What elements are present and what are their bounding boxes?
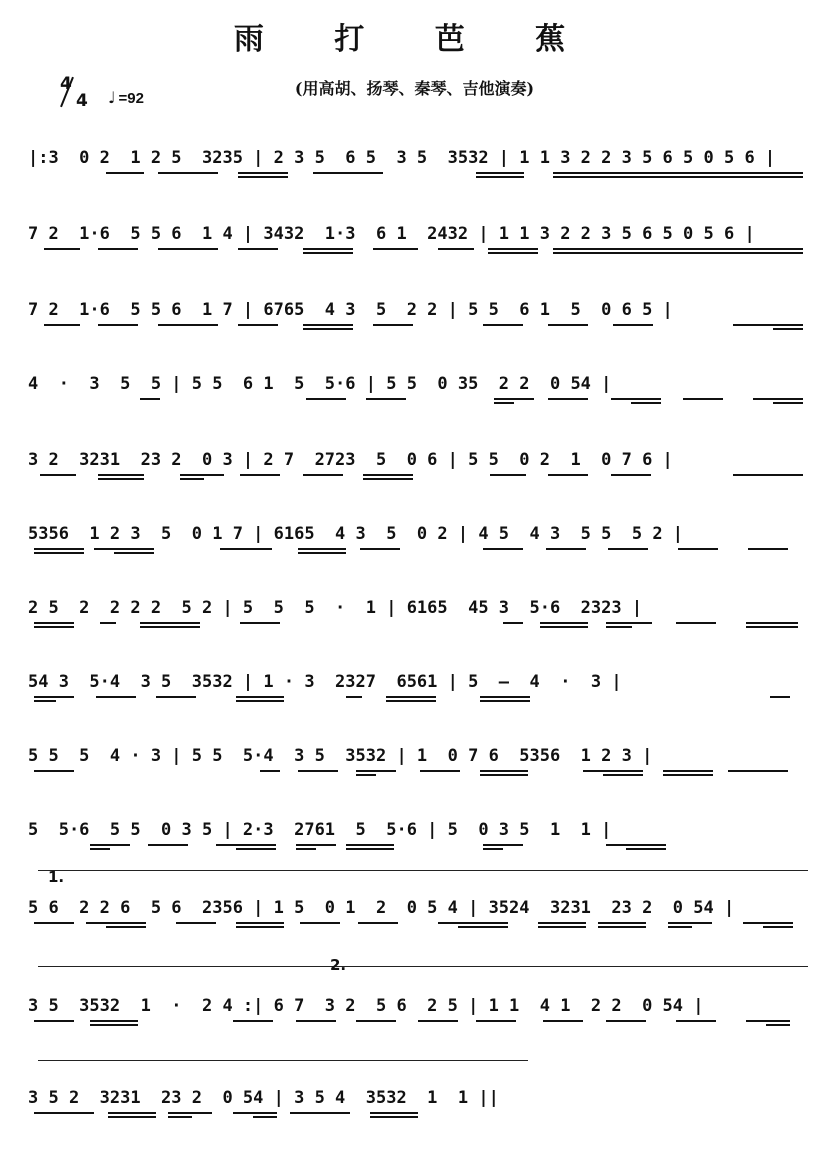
time-signature — [58, 74, 94, 114]
underline — [770, 696, 790, 698]
score-line-notes: 4 · 3 5 5 | 5 5 6 1 5 5·6 | 5 5 0 35 2 2 0 54 | — [28, 374, 612, 394]
underline — [488, 252, 538, 254]
underline — [663, 774, 713, 776]
score-line-notes: 5 5 5 4 · 3 | 5 5 5·4 3 5 3532 | 1 0 7 6 5356 1 2 3 | — [28, 746, 653, 766]
underline — [358, 922, 398, 924]
time-signature-numerator: 4 — [60, 74, 72, 94]
underline — [44, 248, 80, 250]
underline — [253, 1116, 277, 1118]
underline — [678, 548, 718, 550]
underline — [34, 626, 74, 628]
underline — [766, 1024, 790, 1026]
underline — [370, 1116, 418, 1118]
underline — [540, 622, 588, 624]
score-row — [28, 292, 808, 340]
underline — [626, 848, 666, 850]
underline — [538, 922, 586, 924]
underline — [180, 474, 224, 476]
underline — [303, 328, 353, 330]
underline — [494, 402, 514, 404]
underline — [298, 548, 346, 550]
underline — [90, 1020, 138, 1022]
underline — [303, 474, 343, 476]
underline — [233, 1112, 277, 1114]
score-line-notes: 3 2 3231 23 2 0 3 | 2 7 2723 5 0 6 | 5 5 0 2 1 0 7 6 | — [28, 450, 673, 470]
underline — [373, 324, 413, 326]
volta-2-line — [38, 966, 808, 967]
underline — [733, 324, 803, 326]
underline — [543, 1020, 583, 1022]
underline — [483, 844, 523, 846]
underline — [356, 770, 396, 772]
underline — [356, 774, 376, 776]
underline — [158, 248, 218, 250]
underline — [140, 398, 160, 400]
underline — [483, 548, 523, 550]
underline — [548, 324, 588, 326]
tempo-value: =92 — [118, 90, 144, 107]
quarter-note-icon: ♩ — [108, 88, 116, 107]
underline — [480, 770, 528, 772]
underline — [34, 552, 84, 554]
underline — [606, 622, 652, 624]
underline — [98, 478, 144, 480]
underline — [753, 398, 803, 400]
underline — [503, 622, 523, 624]
underline — [583, 770, 643, 772]
time-signature-denominator: 4 — [76, 91, 88, 111]
score-line-notes: 5 5·6 5 5 0 3 5 | 2·3 2761 5 5·6 | 5 0 3 5 1 1 | — [28, 820, 612, 840]
underline — [236, 926, 284, 928]
underline — [44, 324, 80, 326]
underline — [540, 626, 588, 628]
underline — [303, 324, 353, 326]
underline — [34, 696, 74, 698]
underline — [303, 248, 353, 250]
score-row — [28, 1080, 808, 1128]
underline — [238, 172, 288, 174]
underline — [488, 248, 538, 250]
underline — [613, 324, 653, 326]
underline — [158, 172, 218, 174]
underline — [370, 1112, 418, 1114]
underline — [140, 622, 200, 624]
underline — [668, 926, 692, 928]
underline — [290, 1112, 350, 1114]
underline — [260, 770, 280, 772]
underline — [34, 1020, 74, 1022]
underline — [611, 398, 661, 400]
underline — [114, 552, 154, 554]
underline — [480, 696, 530, 698]
underline — [158, 324, 218, 326]
underline — [298, 552, 346, 554]
underline — [606, 626, 632, 628]
underline — [386, 700, 436, 702]
underline — [476, 1020, 516, 1022]
underline — [360, 548, 400, 550]
underline — [168, 1112, 212, 1114]
underline — [240, 474, 280, 476]
underline — [748, 548, 788, 550]
underline — [746, 1020, 790, 1022]
tempo-marking — [108, 88, 144, 107]
underline — [480, 774, 528, 776]
underline — [538, 926, 586, 928]
underline — [40, 474, 76, 476]
underline — [548, 398, 588, 400]
score-line-notes: 7 2 1·6 5 5 6 1 4 | 3432 1·3 6 1 2432 | 1 1 3 2 2 3 5 6 5 0 5 6 | — [28, 224, 755, 244]
underline — [598, 922, 646, 924]
underline — [676, 1020, 716, 1022]
underline — [676, 622, 716, 624]
underline — [300, 922, 340, 924]
underline — [773, 328, 803, 330]
underline — [296, 844, 336, 846]
score-row — [28, 516, 808, 564]
score-row — [28, 812, 808, 860]
score-row — [28, 988, 808, 1036]
underline — [90, 844, 130, 846]
underline — [483, 848, 503, 850]
underline — [346, 844, 394, 846]
underline — [306, 398, 346, 400]
underline — [148, 844, 188, 846]
underline — [140, 626, 200, 628]
underline — [313, 172, 383, 174]
underline — [34, 922, 74, 924]
underline — [548, 474, 588, 476]
underline — [494, 398, 534, 400]
underline — [238, 176, 288, 178]
underline — [476, 172, 524, 174]
underline — [733, 474, 803, 476]
underline — [611, 474, 651, 476]
score-line-notes: 5 6 2 2 6 5 6 2356 | 1 5 0 1 2 0 5 4 | 3524 3231 23 2 0 54 | — [28, 898, 735, 918]
coda-bracket-line — [38, 1060, 528, 1061]
underline — [296, 1020, 336, 1022]
underline — [366, 398, 406, 400]
underline — [98, 324, 138, 326]
underline — [668, 922, 712, 924]
underline — [106, 926, 146, 928]
underline — [100, 622, 116, 624]
score-row — [28, 590, 808, 638]
volta-1-label: 1. — [48, 868, 65, 886]
underline — [98, 474, 144, 476]
underline — [418, 1020, 458, 1022]
volta-2-label: 2. — [330, 956, 347, 974]
underline — [480, 700, 530, 702]
underline — [96, 696, 136, 698]
underline — [346, 696, 362, 698]
underline — [236, 700, 284, 702]
underline — [606, 844, 666, 846]
underline — [773, 402, 803, 404]
score-row — [28, 216, 808, 264]
underline — [363, 474, 413, 476]
underline — [606, 1020, 646, 1022]
volta-1-line — [38, 870, 808, 871]
underline — [108, 1112, 156, 1114]
underline — [236, 922, 284, 924]
underline — [553, 252, 803, 254]
score-line-notes: |:3 0 2 1 2 5 3235 | 2 3 5 6 5 3 5 3532 | 1 1 3 2 2 3 5 6 5 0 5 6 | — [28, 148, 776, 168]
underline — [156, 696, 196, 698]
underline — [303, 252, 353, 254]
underline — [728, 770, 788, 772]
underline — [90, 848, 110, 850]
underline — [743, 922, 793, 924]
underline — [631, 402, 661, 404]
underline — [553, 248, 803, 250]
underline — [90, 1024, 138, 1026]
score-line-notes: 2 5 2 2 2 2 5 2 | 5 5 5 · 1 | 6165 45 3 5·6 2323 | — [28, 598, 643, 618]
score-line-notes: 5356 1 2 3 5 0 1 7 | 6165 4 3 5 0 2 | 4 5 4 3 5 5 5 2 | — [28, 524, 684, 544]
underline — [296, 848, 316, 850]
underline — [86, 922, 146, 924]
underline — [106, 172, 144, 174]
underline — [34, 700, 56, 702]
underline — [663, 770, 713, 772]
underline — [608, 548, 648, 550]
underline — [363, 478, 413, 480]
underline — [483, 324, 523, 326]
underline — [476, 176, 524, 178]
underline — [603, 774, 643, 776]
score-line-notes: 54 3 5·4 3 5 3532 | 1 · 3 2327 6561 | 5 — 4 · 3 | — [28, 672, 622, 692]
underline — [598, 926, 646, 928]
underline — [240, 622, 280, 624]
underline — [34, 548, 84, 550]
score-row — [28, 140, 808, 188]
underline — [438, 922, 508, 924]
underline — [168, 1116, 192, 1118]
underline — [420, 770, 460, 772]
underline — [746, 622, 798, 624]
underline — [490, 474, 526, 476]
underline — [94, 548, 154, 550]
score-line-notes: 7 2 1·6 5 5 6 1 7 | 6765 4 3 5 2 2 | 5 5 6 1 5 0 6 5 | — [28, 300, 673, 320]
underline — [108, 1116, 156, 1118]
song-title: 雨 打 芭 蕉 — [233, 22, 596, 57]
underline — [346, 848, 394, 850]
underline — [34, 1112, 94, 1114]
underline — [233, 1020, 273, 1022]
score-row — [28, 738, 808, 786]
underline — [34, 622, 74, 624]
score-line-notes: 3 5 2 3231 23 2 0 54 | 3 5 4 3532 1 1 || — [28, 1088, 499, 1108]
underline — [98, 248, 138, 250]
underline — [238, 324, 278, 326]
underline — [553, 176, 803, 178]
underline — [746, 626, 798, 628]
underline — [683, 398, 723, 400]
underline — [238, 248, 278, 250]
underline — [356, 1020, 396, 1022]
underline — [458, 926, 508, 928]
score-line-notes: 3 5 3532 1 · 2 4 :| 6 7 3 2 5 6 2 5 | 1 1 4 1 2 2 0 54 | — [28, 996, 704, 1016]
underline — [180, 478, 204, 480]
underline — [553, 172, 803, 174]
score-row — [28, 890, 808, 938]
score-row — [28, 442, 808, 490]
underline — [236, 848, 276, 850]
underline — [373, 248, 418, 250]
underline — [216, 844, 276, 846]
underline — [298, 770, 338, 772]
underline — [386, 696, 436, 698]
underline — [546, 548, 586, 550]
underline — [220, 548, 272, 550]
score-row — [28, 664, 808, 712]
score-row — [28, 366, 808, 414]
underline — [763, 926, 793, 928]
underline — [34, 770, 74, 772]
underline — [438, 248, 474, 250]
underline — [176, 922, 216, 924]
underline — [236, 696, 284, 698]
instrumentation-subtitle: (用高胡、扬琴、秦琴、吉他演奏) — [294, 79, 535, 98]
